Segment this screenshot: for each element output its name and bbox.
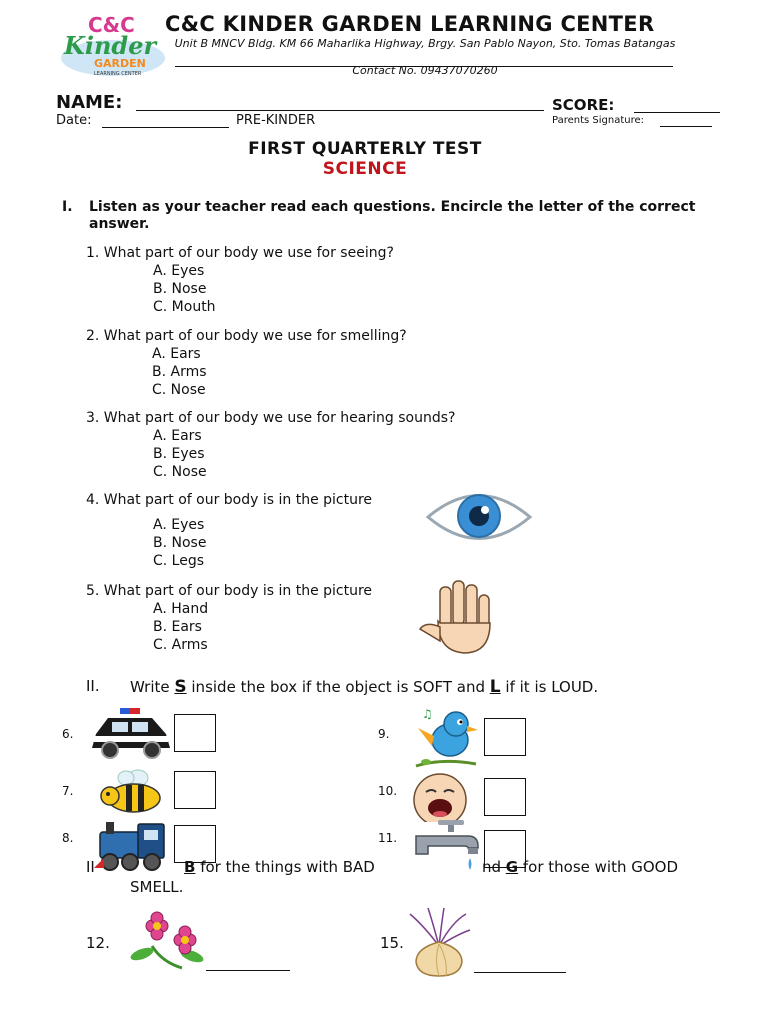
q2-option-b[interactable]: B. Arms	[152, 364, 207, 380]
q4-option-a[interactable]: A. Eyes	[153, 517, 205, 533]
q1-option-c[interactable]: C. Mouth	[153, 299, 216, 315]
grade-level: PRE-KINDER	[236, 113, 316, 128]
test-subject: SCIENCE	[322, 159, 408, 179]
question-2: 2. What part of our body we use for smelling?	[86, 328, 407, 344]
item-15-number: 15.	[380, 934, 404, 952]
q2-option-c[interactable]: C. Nose	[152, 382, 206, 398]
name-label: NAME:	[56, 92, 123, 113]
section3-number: II	[86, 858, 95, 876]
school-name: C&C KINDER GARDEN LEARNING CENTER	[165, 12, 655, 36]
section2-number: II.	[86, 677, 100, 695]
parents-signature-field[interactable]	[660, 126, 712, 127]
letter-l: L	[489, 677, 501, 697]
question-3: 3. What part of our body we use for hearing sounds?	[86, 410, 456, 426]
police-car-picture	[90, 704, 172, 760]
section3-instruction-end: SMELL.	[130, 878, 184, 896]
logo-text-small: LEARNING CENTER	[94, 71, 142, 77]
item-10-number: 10.	[378, 784, 398, 798]
question-5: 5. What part of our body is in the picture	[86, 583, 373, 599]
score-label: SCORE:	[552, 96, 615, 114]
item-9-answer-box[interactable]	[484, 718, 526, 756]
item-12-answer-line[interactable]	[206, 970, 290, 971]
onion-picture	[404, 906, 474, 978]
date-label: Date:	[56, 113, 92, 128]
item-6-number: 6.	[62, 727, 74, 741]
hand-picture	[418, 577, 502, 657]
item-6-answer-box[interactable]	[174, 714, 216, 752]
letter-s: S	[174, 677, 187, 697]
logo-text-top: C&C	[88, 13, 135, 37]
item-11-number: 11.	[378, 831, 398, 845]
test-title: FIRST QUARTERLY TEST	[248, 139, 482, 159]
section1-instruction: Listen as your teacher read each questions. Encircle the letter of the correct answer.	[89, 199, 696, 232]
logo-text-mid: Kinder	[64, 31, 157, 60]
q2-option-a[interactable]: A. Ears	[152, 346, 201, 362]
q4-option-b[interactable]: B. Nose	[153, 535, 207, 551]
item-12-number: 12.	[86, 934, 110, 952]
school-address: Unit B MNCV Bldg. KM 66 Maharlika Highway, Brgy. San Pablo Nayon, Sto. Tomas Batangas	[174, 37, 676, 50]
q3-option-b[interactable]: B. Eyes	[153, 446, 205, 462]
question-4: 4. What part of our body is in the picture	[86, 492, 373, 508]
svg-text:♫: ♫	[422, 707, 433, 721]
train-picture	[94, 818, 172, 874]
question-1: 1. What part of our body we use for seeing?	[86, 245, 394, 261]
parents-signature-label: Parents Signature:	[552, 115, 645, 126]
letter-g: G	[505, 858, 519, 876]
flower-picture	[122, 906, 208, 976]
q5-option-a[interactable]: A. Hand	[153, 601, 209, 617]
q3-option-a[interactable]: A. Ears	[153, 428, 202, 444]
faucet-picture	[408, 818, 482, 876]
section2-instruction: Write S inside the box if the object is SOFT and L if it is LOUD.	[130, 677, 599, 697]
letter-b: B	[184, 858, 196, 876]
item-8-number: 8.	[62, 831, 74, 845]
school-logo	[58, 12, 168, 78]
item-15-answer-line[interactable]	[474, 972, 566, 973]
item-7-answer-box[interactable]	[174, 771, 216, 809]
item-9-number: 9.	[378, 727, 390, 741]
q5-option-b[interactable]: B. Ears	[153, 619, 202, 635]
eye-picture	[424, 486, 534, 548]
q1-option-a[interactable]: A. Eyes	[153, 263, 205, 279]
crying-baby-picture	[402, 770, 478, 822]
score-field[interactable]	[634, 112, 720, 113]
section3-instruction-right: nd G for those with GOOD	[482, 858, 679, 876]
section1-number: I.	[62, 199, 73, 215]
q5-option-c[interactable]: C. Arms	[153, 637, 208, 653]
bee-picture	[98, 768, 164, 816]
q1-option-b[interactable]: B. Nose	[153, 281, 207, 297]
q3-option-c[interactable]: C. Nose	[153, 464, 207, 480]
date-field[interactable]	[102, 127, 229, 128]
bird-picture	[412, 700, 482, 772]
q4-option-c[interactable]: C. Legs	[153, 553, 205, 569]
name-field[interactable]	[136, 110, 544, 111]
logo-text-bottom: GARDEN	[94, 57, 146, 70]
section3-instruction-left: B for the things with BAD	[184, 858, 375, 876]
contact-number: Contact No. 09437070260	[352, 64, 498, 77]
item-7-number: 7.	[62, 784, 74, 798]
item-10-answer-box[interactable]	[484, 778, 526, 816]
